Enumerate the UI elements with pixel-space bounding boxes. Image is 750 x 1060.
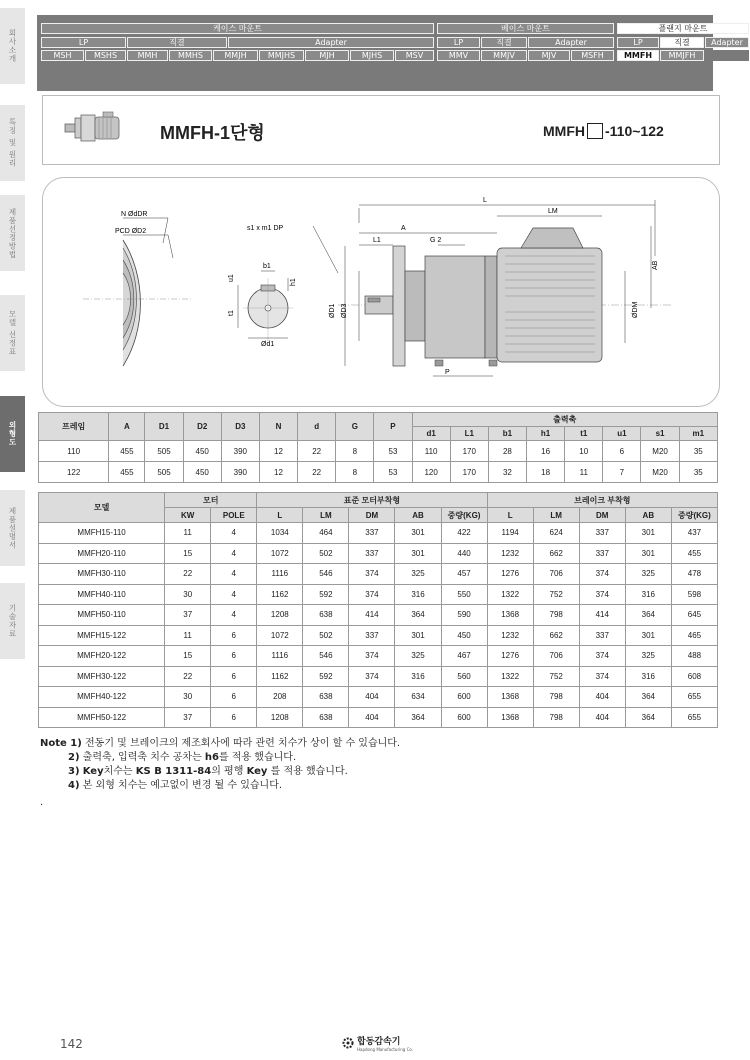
table-row — [39, 605, 718, 626]
th-motor: 모터 — [165, 493, 257, 508]
th-sub: KW — [165, 508, 211, 523]
label-G2: G 2 — [430, 237, 442, 244]
th-sub: POLE — [211, 508, 257, 523]
value-cell: 645 — [671, 605, 717, 626]
value-cell: 6 — [211, 625, 257, 646]
th-standard-motor: 표준 모터부착형 — [257, 493, 487, 508]
model-cell: MMFH30-110 — [39, 564, 165, 585]
th-b1: b1 — [488, 427, 526, 441]
value-cell: 374 — [579, 584, 625, 605]
value-cell: 374 — [349, 646, 395, 667]
value-cell: 4 — [211, 584, 257, 605]
th-sub: DM — [579, 508, 625, 523]
th-P: P — [374, 413, 412, 441]
value-cell: 325 — [625, 564, 671, 585]
nav-base-mount[interactable]: 베이스 마운트 — [437, 23, 614, 34]
th-sub: AB — [625, 508, 671, 523]
label-P: P — [445, 369, 450, 376]
value-cell: 598 — [671, 584, 717, 605]
value-cell: 316 — [625, 584, 671, 605]
value-cell: 364 — [395, 707, 441, 728]
th-m1: m1 — [679, 427, 717, 441]
value-cell: 301 — [395, 543, 441, 564]
value-cell: 1368 — [487, 687, 533, 708]
nav-model[interactable]: MSV — [395, 50, 434, 61]
model-spec-table — [38, 492, 718, 728]
value-cell: 560 — [441, 666, 487, 687]
nav-flange-mount[interactable]: 플랜지 마운트 — [617, 23, 749, 34]
notes: Note 1) 전동기 및 브레이크의 제조회사에 따라 관련 치수가 상이 할 수 있습니다. 2) 출력축, 입력축 치수 공차는 h6를 적용 했습니다. 3) Key치수는 KS B 1311-84의 평행 Key 를 적용 했습니다. 4) 본 외형 치수는 예고없이 변경 될 수 있습니다. — [40, 738, 401, 791]
nav-model[interactable]: MMHS — [169, 50, 212, 61]
value-cell: 337 — [349, 543, 395, 564]
value-cell: 404 — [349, 707, 395, 728]
value-cell: 325 — [625, 646, 671, 667]
nav-model[interactable]: MMJFH — [660, 50, 704, 61]
table-row: 122 455 505 450 390 12 22 8 53 120 170 32 18 11 7 M20 35 — [39, 462, 718, 483]
value-cell: 1208 — [257, 707, 303, 728]
value-cell: 1072 — [257, 625, 303, 646]
table-row — [39, 625, 718, 646]
value-cell: 437 — [671, 523, 717, 544]
value-cell: 316 — [395, 584, 441, 605]
th-sub: LM — [533, 508, 579, 523]
side-tab-company[interactable]: 회사소개 — [0, 8, 25, 86]
table-row — [39, 666, 718, 687]
value-cell: 592 — [303, 584, 349, 605]
label-t1: t1 — [228, 310, 235, 316]
value-cell: 374 — [349, 564, 395, 585]
value-cell: 608 — [671, 666, 717, 687]
brand-sub: Hapdong Manufacturing Co. — [357, 1047, 414, 1052]
label-L1: L1 — [373, 237, 381, 244]
stray-dot: . — [40, 797, 44, 808]
value-cell: 301 — [625, 625, 671, 646]
value-cell: 337 — [349, 625, 395, 646]
nav-adapter[interactable]: Adapter — [528, 37, 614, 48]
value-cell: 11 — [165, 625, 211, 646]
model-nav — [37, 15, 743, 91]
value-cell: 301 — [395, 523, 441, 544]
value-cell: 374 — [579, 666, 625, 687]
value-cell: 1276 — [487, 564, 533, 585]
value-cell: 1116 — [257, 564, 303, 585]
value-cell: 600 — [441, 707, 487, 728]
model-cell: MMFH40-110 — [39, 584, 165, 605]
value-cell: 316 — [625, 666, 671, 687]
brand-logo — [342, 1034, 413, 1052]
th-G: G — [336, 413, 374, 441]
value-cell: 638 — [303, 605, 349, 626]
label-L: L — [483, 197, 487, 204]
value-cell: 638 — [303, 687, 349, 708]
nav-model[interactable]: MMJHS — [259, 50, 304, 61]
value-cell: 301 — [395, 625, 441, 646]
value-cell: 798 — [533, 687, 579, 708]
value-cell: 1368 — [487, 605, 533, 626]
model-cell: MMFH50-122 — [39, 707, 165, 728]
model-cell: MMFH50-110 — [39, 605, 165, 626]
value-cell: 22 — [165, 666, 211, 687]
nav-model[interactable]: MMH — [127, 50, 168, 61]
th-h1: h1 — [527, 427, 565, 441]
label-D1: ØD1 — [329, 303, 336, 318]
th-sub: 중량(KG) — [671, 508, 717, 523]
value-cell: 590 — [441, 605, 487, 626]
value-cell: 6 — [211, 707, 257, 728]
label-ndr: N ØdDR — [121, 211, 148, 218]
table-row — [39, 523, 718, 544]
table-row — [39, 543, 718, 564]
nav-case-mount[interactable]: 케이스 마운트 — [41, 23, 434, 34]
nav-adapter[interactable]: Adapter — [705, 37, 749, 48]
value-cell: 337 — [579, 543, 625, 564]
nav-lp[interactable]: LP — [41, 37, 126, 48]
th-D2: D2 — [183, 413, 221, 441]
th-sub: DM — [349, 508, 395, 523]
value-cell: 752 — [533, 584, 579, 605]
value-cell: 22 — [165, 564, 211, 585]
th-D3: D3 — [221, 413, 259, 441]
value-cell: 1232 — [487, 625, 533, 646]
value-cell: 1194 — [487, 523, 533, 544]
table-row — [39, 687, 718, 708]
value-cell: 6 — [211, 687, 257, 708]
value-cell: 364 — [395, 605, 441, 626]
model-placeholder-box — [587, 123, 603, 139]
value-cell: 6 — [211, 646, 257, 667]
label-d1: Ød1 — [261, 341, 275, 348]
side-tab-features[interactable]: 특징 및 원리 — [0, 105, 25, 183]
value-cell: 404 — [579, 687, 625, 708]
value-cell: 655 — [671, 707, 717, 728]
value-cell: 465 — [671, 625, 717, 646]
value-cell: 1162 — [257, 666, 303, 687]
table-row — [39, 707, 718, 728]
value-cell: 301 — [625, 523, 671, 544]
value-cell: 798 — [533, 707, 579, 728]
value-cell: 457 — [441, 564, 487, 585]
value-cell: 638 — [303, 707, 349, 728]
model-cell: MMFH30-122 — [39, 666, 165, 687]
value-cell: 4 — [211, 543, 257, 564]
value-cell: 502 — [303, 543, 349, 564]
side-tab-outline[interactable]: 외형도 — [0, 396, 25, 474]
value-cell: 488 — [671, 646, 717, 667]
nav-direct[interactable]: 직결 — [660, 37, 704, 48]
value-cell: 752 — [533, 666, 579, 687]
brand-name: 합동감속기 — [357, 1037, 401, 1047]
value-cell: 1072 — [257, 543, 303, 564]
value-cell: 478 — [671, 564, 717, 585]
model-cell: MMFH15-122 — [39, 625, 165, 646]
table-row — [39, 646, 718, 667]
value-cell: 467 — [441, 646, 487, 667]
value-cell: 1322 — [487, 666, 533, 687]
value-cell: 404 — [349, 687, 395, 708]
value-cell: 706 — [533, 646, 579, 667]
gear-logo-icon — [342, 1037, 354, 1049]
th-N: N — [259, 413, 297, 441]
value-cell: 337 — [579, 625, 625, 646]
value-cell: 600 — [441, 687, 487, 708]
value-cell: 1116 — [257, 646, 303, 667]
value-cell: 374 — [349, 666, 395, 687]
table-row: 110 455 505 450 390 12 22 8 53 110 170 28 16 10 6 M20 35 — [39, 441, 718, 462]
value-cell: 546 — [303, 646, 349, 667]
nav-model[interactable]: MMJV — [481, 50, 527, 61]
value-cell: 450 — [441, 625, 487, 646]
value-cell: 464 — [303, 523, 349, 544]
th-u1: u1 — [603, 427, 641, 441]
nav-model[interactable]: MMJH — [213, 50, 258, 61]
title-box — [42, 95, 720, 165]
value-cell: 30 — [165, 687, 211, 708]
value-cell: 208 — [257, 687, 303, 708]
nav-model[interactable]: MSH — [41, 50, 84, 61]
value-cell: 30 — [165, 584, 211, 605]
nav-adapter[interactable]: Adapter — [228, 37, 434, 48]
value-cell: 301 — [625, 543, 671, 564]
side-tab-model-table[interactable]: 모델 선정표 — [0, 295, 25, 373]
value-cell: 364 — [625, 605, 671, 626]
value-cell: 404 — [579, 707, 625, 728]
value-cell: 325 — [395, 646, 441, 667]
side-nav — [0, 0, 25, 1060]
value-cell: 316 — [395, 666, 441, 687]
th-L1: L1 — [450, 427, 488, 441]
nav-model[interactable]: MSHS — [85, 50, 126, 61]
value-cell: 337 — [579, 523, 625, 544]
value-cell: 502 — [303, 625, 349, 646]
value-cell: 1162 — [257, 584, 303, 605]
value-cell: 662 — [533, 625, 579, 646]
value-cell: 1276 — [487, 646, 533, 667]
nav-lp[interactable]: LP — [437, 37, 480, 48]
value-cell: 706 — [533, 564, 579, 585]
model-cell: MMFH40-122 — [39, 687, 165, 708]
label-AB: AB — [652, 260, 659, 270]
th-output-shaft: 출력축 — [412, 413, 717, 427]
value-cell: 624 — [533, 523, 579, 544]
th-sub: LM — [303, 508, 349, 523]
label-pcd: PCD ØD2 — [115, 228, 147, 235]
th-d1: d1 — [412, 427, 450, 441]
value-cell: 364 — [625, 707, 671, 728]
frame-dimension-table — [38, 412, 718, 483]
value-cell: 364 — [625, 687, 671, 708]
value-cell: 37 — [165, 605, 211, 626]
label-u1: u1 — [228, 274, 235, 282]
value-cell: 1322 — [487, 584, 533, 605]
value-cell: 414 — [579, 605, 625, 626]
value-cell: 1034 — [257, 523, 303, 544]
th-sub: L — [257, 508, 303, 523]
value-cell: 592 — [303, 666, 349, 687]
value-cell: 662 — [533, 543, 579, 564]
side-tab-tech[interactable]: 기술자료 — [0, 583, 25, 661]
value-cell: 550 — [441, 584, 487, 605]
gear-motor-icon — [63, 109, 123, 147]
model-cell: MMFH20-110 — [39, 543, 165, 564]
side-tab-selection[interactable]: 제품선정방법 — [0, 195, 25, 273]
th-t1: t1 — [565, 427, 603, 441]
model-cell: MMFH15-110 — [39, 523, 165, 544]
value-cell: 655 — [671, 687, 717, 708]
value-cell: 15 — [165, 543, 211, 564]
value-cell: 6 — [211, 666, 257, 687]
nav-direct[interactable]: 직결 — [127, 37, 227, 48]
nav-model[interactable]: MMV — [437, 50, 480, 61]
label-b1: b1 — [263, 263, 271, 270]
model-cell: MMFH20-122 — [39, 646, 165, 667]
value-cell: 440 — [441, 543, 487, 564]
value-cell: 4 — [211, 605, 257, 626]
value-cell: 1208 — [257, 605, 303, 626]
nav-model-current[interactable]: MMFH — [617, 50, 659, 61]
th-sub: L — [487, 508, 533, 523]
nav-model[interactable]: MSFH — [571, 50, 614, 61]
dimension-drawing — [42, 177, 720, 407]
label-DM: ØDM — [632, 301, 639, 318]
value-cell: 374 — [579, 564, 625, 585]
value-cell: 455 — [671, 543, 717, 564]
label-key: s1 x m1 DP — [247, 225, 284, 232]
outline-drawing-svg — [43, 178, 720, 407]
value-cell: 4 — [211, 523, 257, 544]
model-range: MMFH -110~122 — [543, 123, 664, 139]
th-sub: AB — [395, 508, 441, 523]
label-h1: h1 — [290, 278, 297, 286]
side-tab-manual[interactable]: 제품설명서 — [0, 490, 25, 568]
th-A: A — [109, 413, 145, 441]
value-cell: 414 — [349, 605, 395, 626]
value-cell: 374 — [579, 646, 625, 667]
nav-lp[interactable]: LP — [617, 37, 659, 48]
th-sub: 중량(KG) — [441, 508, 487, 523]
nav-direct[interactable]: 직결 — [481, 37, 527, 48]
th-s1: s1 — [641, 427, 679, 441]
label-A: A — [401, 225, 406, 232]
value-cell: 1232 — [487, 543, 533, 564]
th-D1: D1 — [145, 413, 183, 441]
value-cell: 325 — [395, 564, 441, 585]
nav-empty — [705, 50, 749, 61]
value-cell: 11 — [165, 523, 211, 544]
th-model: 모델 — [39, 493, 165, 523]
nav-model[interactable]: MJV — [528, 50, 570, 61]
value-cell: 374 — [349, 584, 395, 605]
label-LM: LM — [548, 208, 558, 215]
gear-motor-side-view — [329, 197, 673, 376]
table-row — [39, 564, 718, 585]
th-d: d — [298, 413, 336, 441]
page-title: MMFH-1단형 — [160, 123, 265, 143]
value-cell: 1368 — [487, 707, 533, 728]
value-cell: 546 — [303, 564, 349, 585]
th-frame: 프레임 — [39, 413, 109, 441]
table-row — [39, 584, 718, 605]
value-cell: 422 — [441, 523, 487, 544]
value-cell: 634 — [395, 687, 441, 708]
nav-model[interactable]: MJHS — [350, 50, 394, 61]
nav-model[interactable]: MJH — [305, 50, 349, 61]
value-cell: 15 — [165, 646, 211, 667]
label-D3: ØD3 — [341, 303, 348, 318]
value-cell: 798 — [533, 605, 579, 626]
shaft-key-detail — [228, 225, 338, 348]
th-brake-motor: 브레이크 부착형 — [487, 493, 717, 508]
value-cell: 337 — [349, 523, 395, 544]
value-cell: 37 — [165, 707, 211, 728]
value-cell: 4 — [211, 564, 257, 585]
flange-front-view — [83, 211, 193, 366]
page-number: 142 — [60, 1037, 83, 1051]
